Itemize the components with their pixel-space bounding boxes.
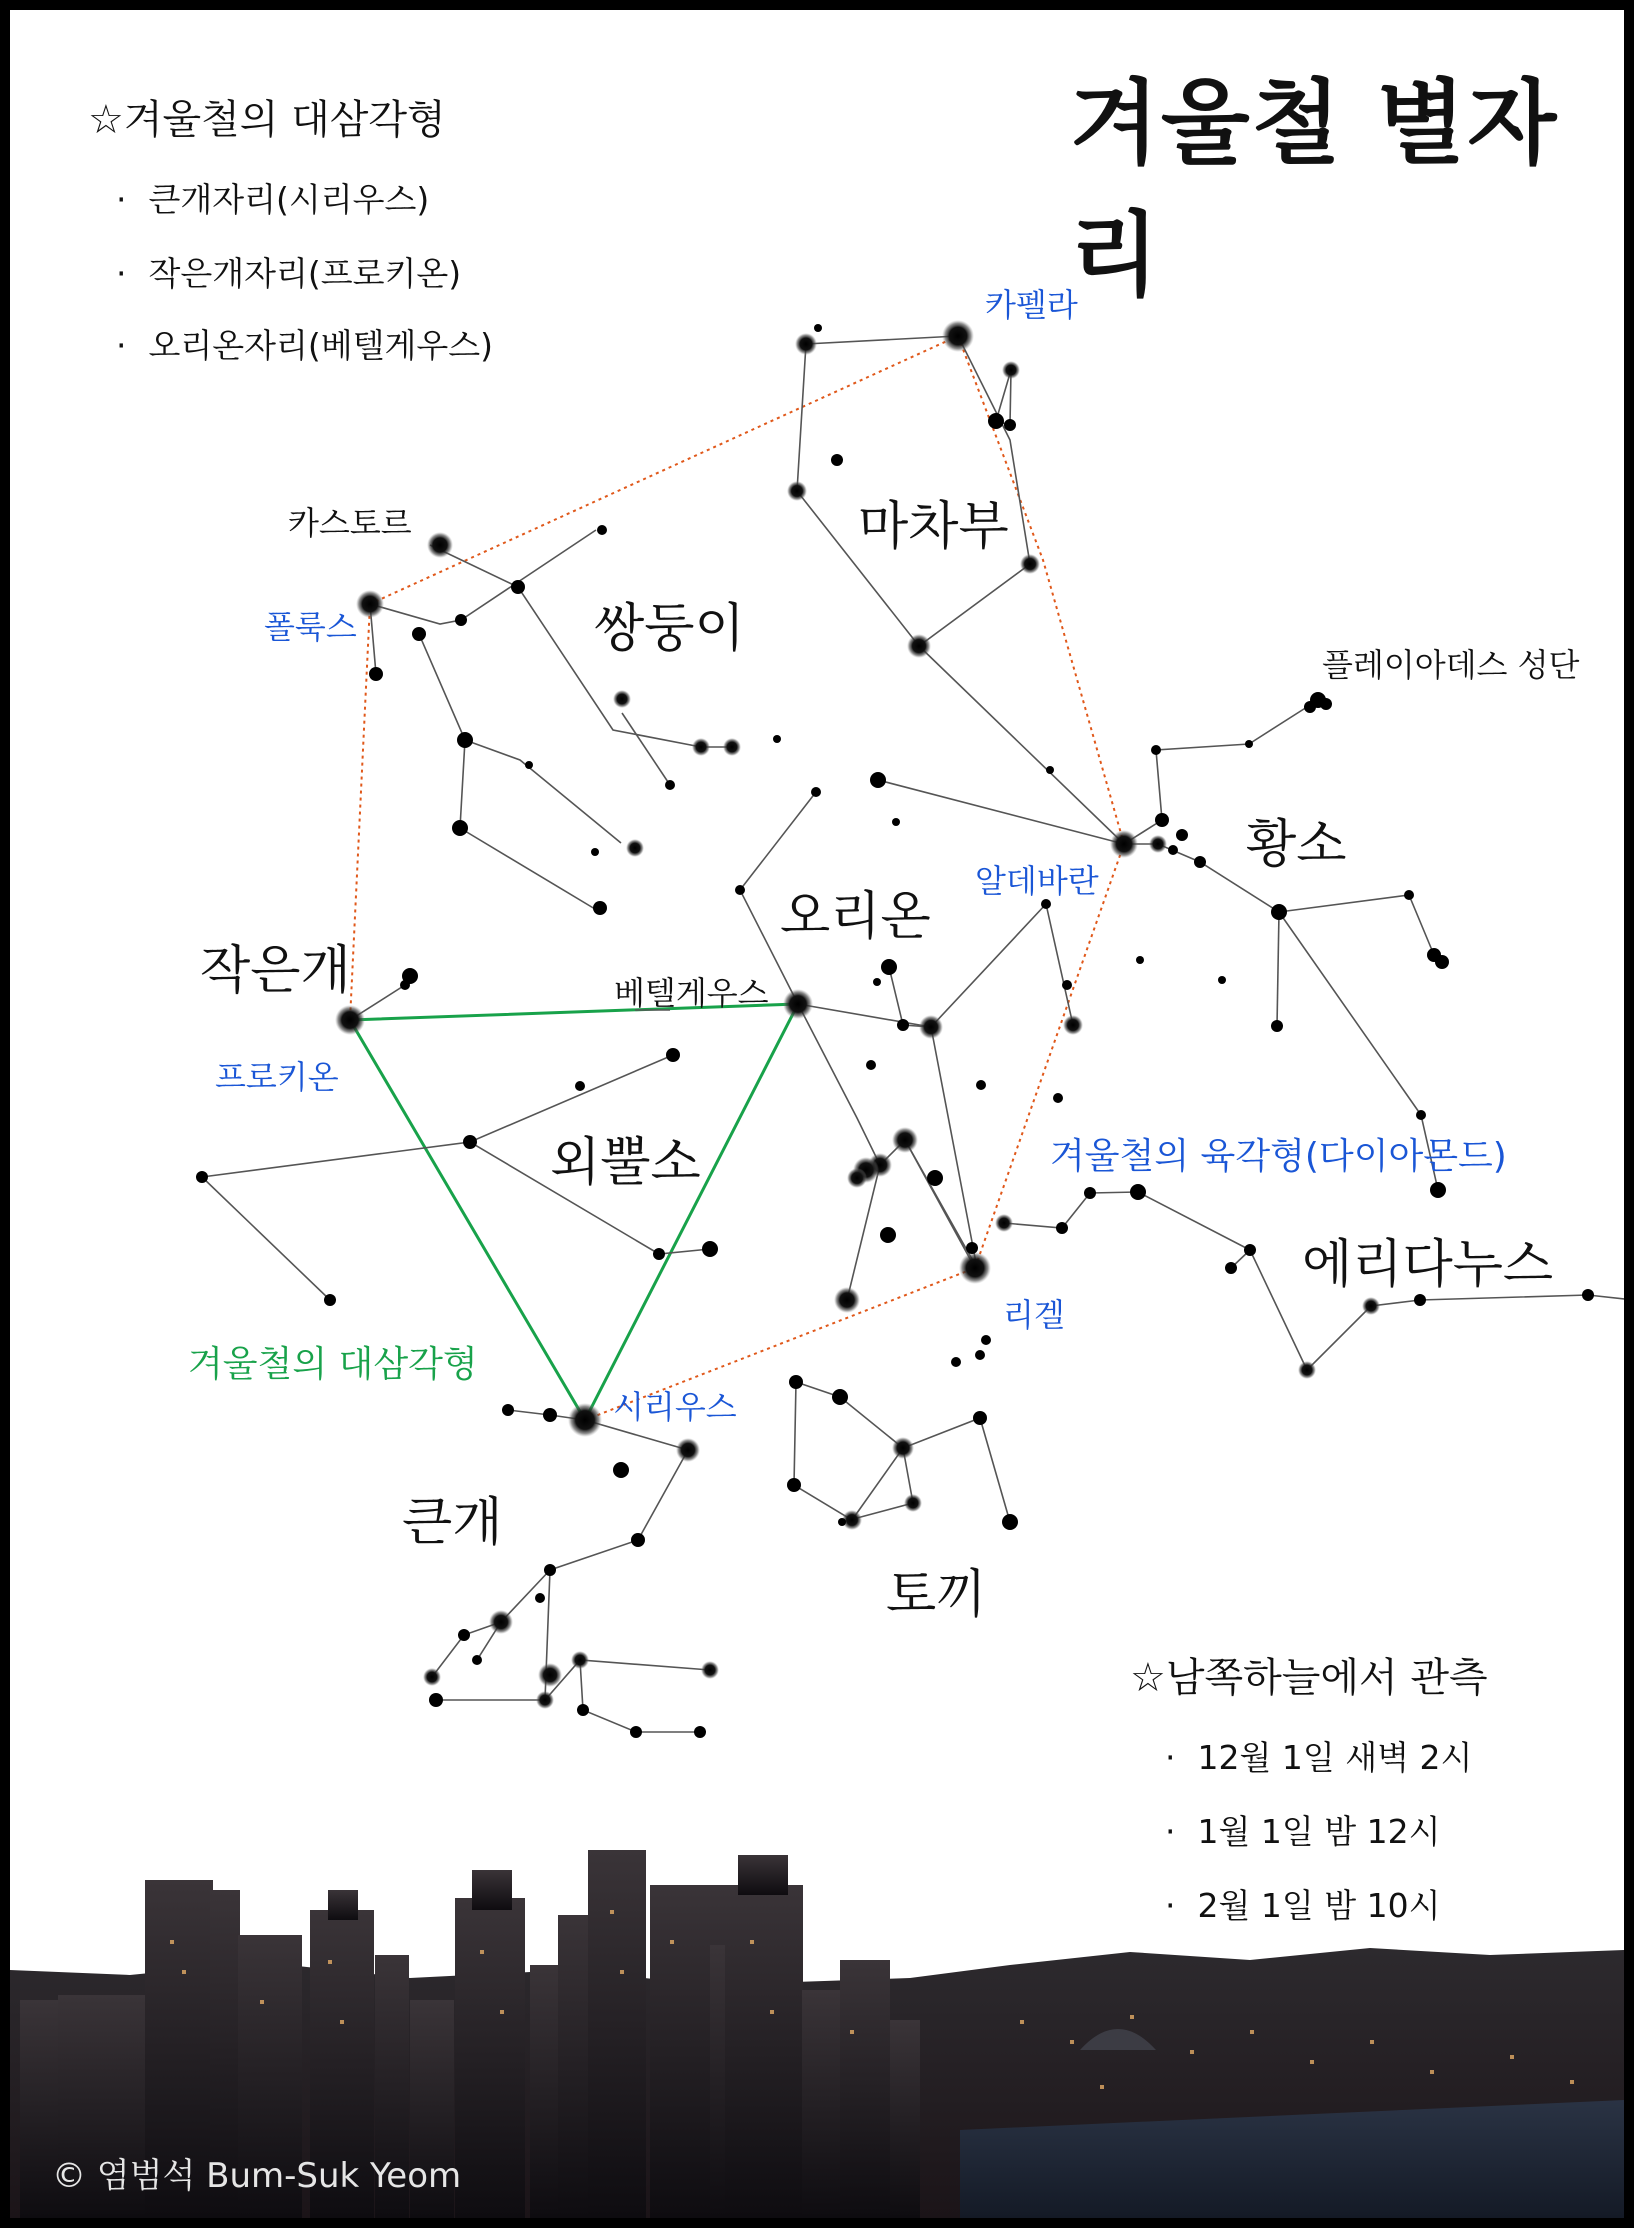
star-gemini: [457, 732, 473, 748]
star-eridanus: [1084, 1187, 1096, 1199]
star-orion: [1063, 1015, 1083, 1035]
star-orion: [873, 978, 881, 986]
triangle-note-item: · 오리온자리(베텔게우스): [116, 320, 493, 367]
star-orion: [976, 1080, 986, 1090]
star-orion: [866, 1060, 876, 1070]
star-eridanus: [995, 1214, 1013, 1232]
star-canis-major: [577, 1704, 589, 1716]
star-gemini: [593, 901, 607, 915]
star-lepus: [975, 1350, 985, 1360]
star-procyon-label: 프로키온: [215, 1058, 339, 1096]
constellation-monoceros-label: 외뿔소: [550, 1133, 701, 1193]
star-orion: [834, 1287, 860, 1313]
star-lepus: [1002, 1514, 1018, 1530]
star-taurus: [1271, 904, 1287, 920]
star-taurus: [1155, 813, 1169, 827]
star-taurus: [1435, 955, 1449, 969]
star-taurus: [1168, 845, 1178, 855]
star-gemini: [626, 839, 644, 857]
observe-note-item: · 1월 1일 밤 12시: [1165, 1806, 1440, 1853]
star-gemini: [692, 738, 710, 756]
star-taurus: [1194, 856, 1206, 868]
star-canis-major: [429, 1693, 443, 1707]
triangle-note-heading: ☆겨울철의 대삼각형: [88, 97, 446, 143]
star-auriga: [1004, 419, 1016, 431]
page-title: 겨울철 별자리: [1070, 70, 1559, 309]
star-canis-major: [502, 1404, 514, 1416]
observe-note-item: · 2월 1일 밤 10시: [1165, 1880, 1440, 1927]
star-lepus: [904, 1494, 922, 1512]
star-orion: [1062, 980, 1072, 990]
star-eridanus: [1582, 1289, 1594, 1301]
constellation-taurus-label: 황소: [1246, 815, 1347, 875]
winter-hexagon-label: 겨울철의 육각형(다이아몬드): [1050, 1136, 1507, 1177]
star-eridanus: [1244, 1244, 1256, 1256]
star-canis-major: [423, 1668, 441, 1686]
constellation-canis-minor-label: 작은개: [200, 941, 351, 1001]
star-gemini: [597, 525, 607, 535]
star-taurus: [1176, 829, 1188, 841]
star-rigel-label: 리겔: [1003, 1296, 1065, 1334]
star-canis-major: [543, 1408, 557, 1422]
star-gemini: [525, 761, 533, 769]
constellation-canis-major-label: 큰개: [402, 1493, 503, 1553]
star-canis-major: [538, 1663, 562, 1687]
star-auriga: [795, 333, 817, 355]
star-canis-major: [489, 1610, 513, 1634]
star-canis-minor: [400, 980, 410, 990]
star-canis-major: [613, 1462, 629, 1478]
star-auriga: [787, 481, 807, 501]
star-gemini: [613, 690, 631, 708]
star-auriga: [1002, 361, 1020, 379]
star-orion: [919, 1015, 943, 1039]
observe-note-item: · 12월 1일 새벽 2시: [1165, 1732, 1472, 1779]
star-lepus: [838, 1518, 846, 1526]
star-orion: [927, 1170, 943, 1186]
star-gemini: [412, 627, 426, 641]
observe-note-heading: ☆남쪽하늘에서 관측: [1130, 1655, 1488, 1701]
star-eridanus: [1225, 1262, 1237, 1274]
star-eridanus: [1298, 1361, 1316, 1379]
star-auriga: [988, 413, 1004, 429]
star-gemini: [773, 735, 781, 743]
star-monoceros: [653, 1248, 665, 1260]
star-auriga: [814, 324, 822, 332]
star-canis-major: [676, 1438, 700, 1462]
star-sirius: [568, 1403, 602, 1437]
star-pleiades-label: 플레이아데스 성단: [1322, 646, 1580, 684]
star-orion: [735, 885, 745, 895]
star-gemini: [452, 820, 468, 836]
star-auriga: [1020, 554, 1040, 574]
star-monoceros: [324, 1294, 336, 1306]
star-auriga: [907, 634, 931, 658]
star-lepus: [951, 1357, 961, 1367]
winter-triangle-label: 겨울철의 대삼각형: [188, 1344, 478, 1385]
constellation-eridanus-label: 에리다누스: [1302, 1235, 1554, 1295]
star-monoceros: [463, 1135, 477, 1149]
star-taurus: [1404, 890, 1414, 900]
star-gemini: [665, 780, 675, 790]
star-orion: [881, 959, 897, 975]
triangle-note-item: · 큰개자리(시리우스): [116, 174, 429, 221]
star-canis-major: [701, 1661, 719, 1679]
star-castor-label: 카스토르: [288, 504, 412, 542]
star-monoceros: [575, 1081, 585, 1091]
star-sirius-label: 시리우스: [613, 1388, 737, 1426]
star-taurus: [1149, 835, 1167, 853]
constellation-orion-label: 오리온: [780, 887, 931, 947]
star-gemini: [723, 738, 741, 756]
star-orion: [870, 772, 886, 788]
star-gemini: [455, 614, 467, 626]
star-orion: [880, 1227, 896, 1243]
star-canis-major: [631, 1533, 645, 1547]
star-lepus: [789, 1375, 803, 1389]
star-taurus: [1430, 1182, 1446, 1198]
star-orion: [897, 1019, 909, 1031]
copyright-credit: © 염범석 Bum-Suk Yeom: [52, 2156, 462, 2196]
star-monoceros: [666, 1048, 680, 1062]
star-taurus: [1271, 1020, 1283, 1032]
star-orion: [892, 1127, 918, 1153]
star-canis-major: [472, 1655, 482, 1665]
triangle-note-item: · 작은개자리(프로키온): [116, 248, 461, 295]
constellation-gemini-label: 쌍둥이: [594, 599, 745, 659]
star-eridanus: [1362, 1297, 1380, 1315]
star-canis-major: [535, 1593, 545, 1603]
star-gemini: [591, 848, 599, 856]
star-castor: [427, 532, 453, 558]
star-canis-major: [536, 1691, 554, 1709]
star-betelgeuse: [783, 989, 813, 1019]
star-aldebaran: [1110, 830, 1138, 858]
star-taurus: [1136, 956, 1144, 964]
star-taurus: [1416, 1110, 1426, 1120]
star-taurus: [1046, 766, 1054, 774]
star-canis-major: [630, 1726, 642, 1738]
star-lepus: [787, 1478, 801, 1492]
star-orion: [966, 1242, 978, 1254]
star-pollux: [356, 590, 384, 618]
star-canis-major: [458, 1629, 470, 1641]
star-betelgeuse-label: 베텔게우스: [614, 974, 769, 1012]
star-lepus: [973, 1411, 987, 1425]
star-orion: [1053, 1093, 1063, 1103]
star-pollux-label: 폴룩스: [264, 608, 357, 646]
star-lepus: [892, 1437, 914, 1459]
star-lepus: [981, 1335, 991, 1345]
star-canis-major: [694, 1726, 706, 1738]
star-taurus: [1245, 740, 1253, 748]
star-capella-label: 카펠라: [985, 286, 1078, 324]
star-pleiades: [1320, 698, 1332, 710]
constellation-lepus-label: 토끼: [886, 1565, 987, 1625]
star-taurus: [1151, 745, 1161, 755]
star-monoceros: [702, 1241, 718, 1257]
star-aldebaran-label: 알데바란: [975, 862, 1099, 900]
star-pleiades: [1304, 701, 1316, 713]
star-procyon: [335, 1005, 365, 1035]
star-monoceros: [196, 1171, 208, 1183]
star-capella: [942, 320, 974, 352]
star-canis-major: [571, 1651, 589, 1669]
star-eridanus: [1130, 1184, 1146, 1200]
star-auriga: [831, 454, 843, 466]
star-taurus: [1218, 976, 1226, 984]
star-gemini: [369, 667, 383, 681]
star-lepus: [832, 1389, 848, 1405]
star-rigel: [959, 1252, 991, 1284]
star-orion: [892, 818, 900, 826]
constellation-auriga-label: 마차부: [858, 497, 1009, 557]
star-canis-major: [544, 1564, 556, 1576]
star-eridanus: [1056, 1222, 1068, 1234]
star-orion: [847, 1168, 867, 1188]
star-orion: [811, 787, 821, 797]
star-gemini: [511, 580, 525, 594]
